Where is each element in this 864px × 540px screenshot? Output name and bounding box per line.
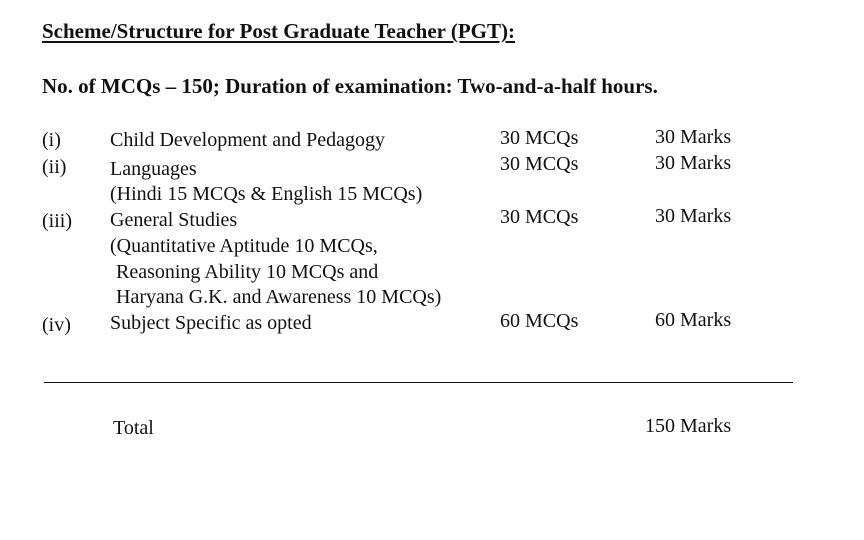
item-number: (iii) bbox=[42, 210, 72, 232]
exam-summary: No. of MCQs – 150; Duration of examination: Two-and-a-half hours. bbox=[42, 74, 658, 98]
item-detail-line: (Quantitative Aptitude 10 MCQs, bbox=[110, 235, 378, 257]
item-title: General Studies bbox=[110, 209, 238, 231]
scheme-heading: Scheme/Structure for Post Graduate Teacher (PGT): bbox=[42, 19, 516, 43]
item-title: Languages bbox=[110, 158, 197, 180]
total-divider-line bbox=[44, 382, 793, 383]
item-number: (ii) bbox=[42, 156, 67, 178]
item-detail-line: (Hindi 15 MCQs & English 15 MCQs) bbox=[110, 183, 423, 205]
item-title: Child Development and Pedagogy bbox=[110, 129, 385, 151]
item-title: Subject Specific as opted bbox=[110, 312, 312, 334]
item-number: (i) bbox=[42, 129, 61, 151]
item-marks: 60 Marks bbox=[655, 309, 732, 331]
item-marks: 30 Marks bbox=[655, 126, 732, 148]
item-mcq-count: 30 MCQs bbox=[500, 153, 579, 175]
item-detail-line: Haryana G.K. and Awareness 10 MCQs) bbox=[116, 286, 442, 308]
item-mcq-count: 30 MCQs bbox=[500, 206, 579, 228]
item-mcq-count: 60 MCQs bbox=[500, 310, 579, 332]
item-mcq-count: 30 MCQs bbox=[500, 127, 579, 149]
item-number: (iv) bbox=[42, 314, 71, 336]
total-marks: 150 Marks bbox=[645, 415, 732, 437]
item-detail-line: Reasoning Ability 10 MCQs and bbox=[116, 261, 379, 283]
item-marks: 30 Marks bbox=[655, 152, 732, 174]
total-label: Total bbox=[113, 417, 154, 439]
item-marks: 30 Marks bbox=[655, 205, 732, 227]
